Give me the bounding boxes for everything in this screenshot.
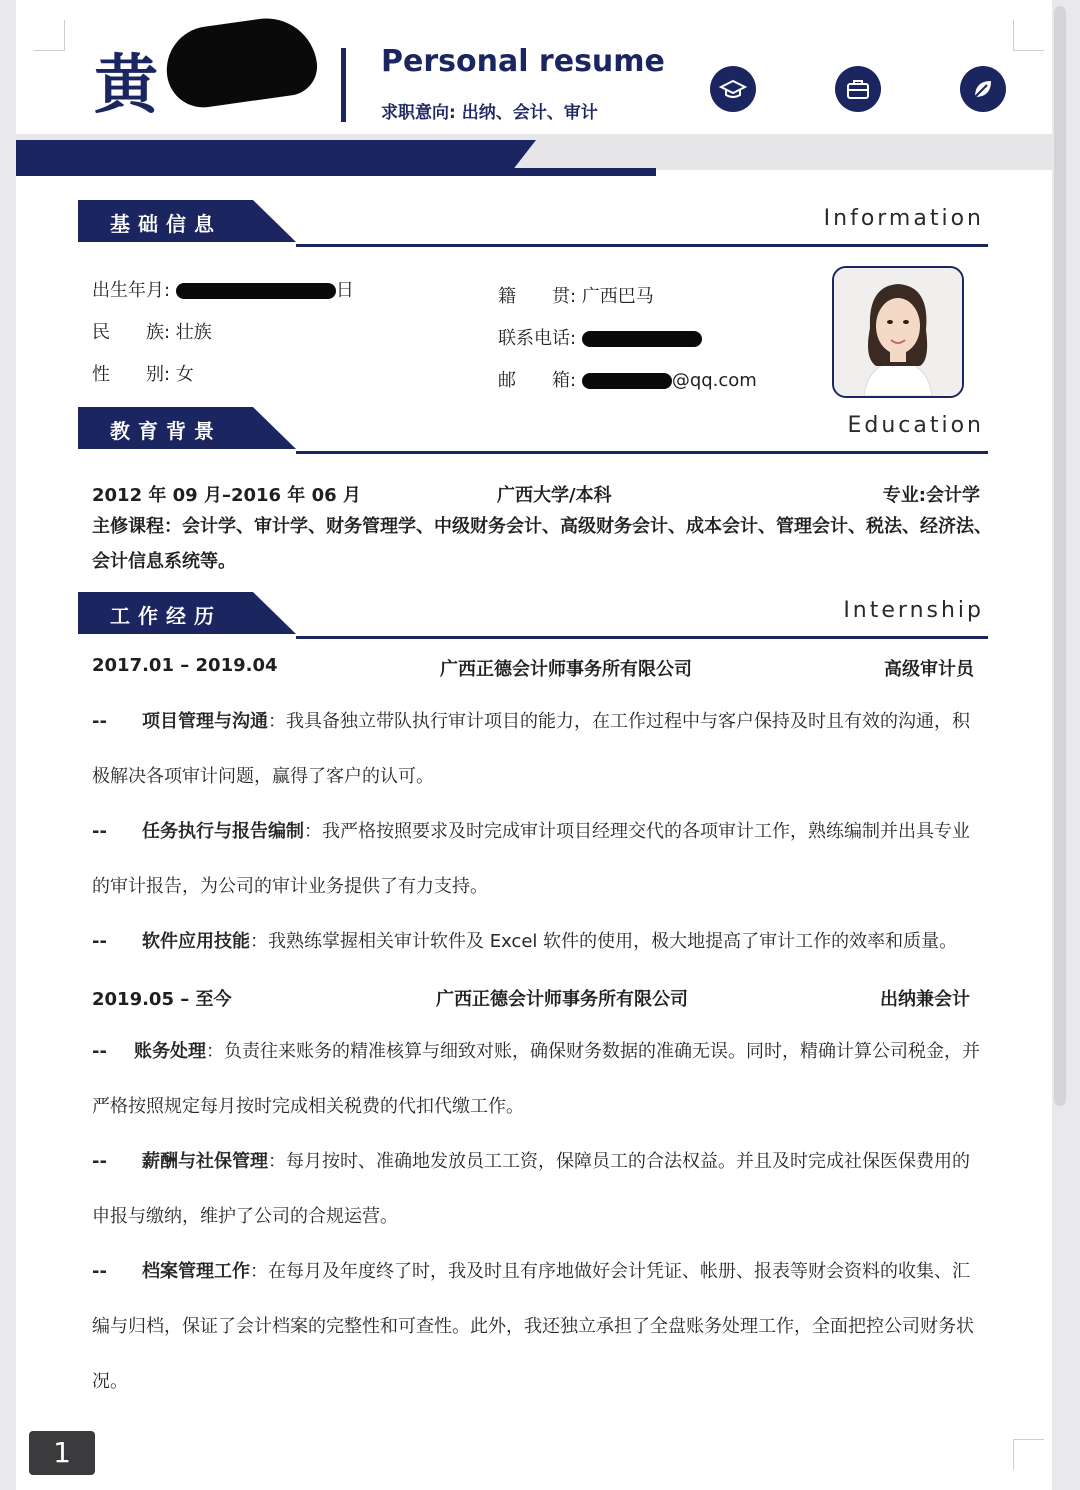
job-duty <box>92 1244 980 1409</box>
job-duty <box>92 1134 980 1244</box>
vertical-scrollbar[interactable] <box>1054 6 1066 1106</box>
section-title: 教育背景 <box>110 419 222 443</box>
profile-photo <box>832 266 964 398</box>
section-header-work <box>78 592 988 640</box>
duty-text: ：负责往来账务的精准核算与细致对账，确保财务数据的准确无误。同时，精确计算公司税金，并严格按照规定每月按时完成相关税费的代扣代缴工作。 <box>92 1041 980 1117</box>
section-title-en: Internship <box>843 598 984 623</box>
gender: 性 别: 女 <box>92 364 194 385</box>
ethnicity: 民 族: 壮族 <box>92 322 212 343</box>
job-role: 高级审计员 <box>884 659 974 680</box>
section-rule <box>296 451 988 454</box>
header-divider <box>341 48 346 122</box>
duty-dash: -- <box>92 711 107 732</box>
section-header-education <box>78 407 988 455</box>
briefcase-icon <box>835 66 881 112</box>
job-duty <box>92 914 980 969</box>
job-duty <box>92 804 980 914</box>
job-period: 2019.05 – 至今 <box>92 989 232 1010</box>
birth-label: 出生年月: <box>92 280 171 301</box>
section-header-basic <box>78 200 988 248</box>
graduation-cap-icon <box>710 66 756 112</box>
education-school: 广西大学/本科 <box>497 485 612 506</box>
duty-dash: -- <box>92 1151 107 1172</box>
job-company: 广西正德会计师事务所有限公司 <box>436 989 688 1010</box>
birth-tail: 日 <box>335 280 354 301</box>
email-suffix: @qq.com <box>671 370 757 391</box>
duty-dash: -- <box>92 931 107 952</box>
native-place: 籍 贯: 广西巴马 <box>498 286 654 307</box>
section-rule <box>296 244 988 247</box>
duty-text: ：我具备独立带队执行审计项目的能力，在工作过程中与客户保持及时且有效的沟通，积极解决各项审计问题，赢得了客户的认可。 <box>92 711 970 787</box>
section-title: 基础信息 <box>110 212 222 236</box>
job-duty <box>92 1024 980 1134</box>
duty-dash: -- <box>92 821 107 842</box>
email <box>498 366 757 392</box>
phone-redaction <box>582 331 702 347</box>
job-period: 2017.01 – 2019.04 <box>92 655 278 676</box>
resume-title: Personal resume <box>381 44 665 79</box>
birth-date <box>92 276 354 302</box>
duty-dash: -- <box>92 1041 107 1062</box>
section-rule <box>296 636 988 639</box>
duty-heading: 档案管理工作 <box>142 1261 250 1282</box>
phone <box>498 324 702 350</box>
job-intent: 求职意向: 出纳、会计、审计 <box>381 103 598 123</box>
duty-text: ：我熟练掌握相关审计软件及 Excel 软件的使用，极大地提高了审计工作的效率和质量。 <box>250 931 958 952</box>
corner-mark <box>1013 20 1044 51</box>
duty-heading: 任务执行与报告编制 <box>142 821 304 842</box>
candidate-name: 黄 <box>94 49 162 123</box>
email-label: 邮 箱: <box>498 370 577 391</box>
resume-page <box>16 0 1052 1490</box>
duty-heading: 项目管理与沟通 <box>142 711 268 732</box>
birth-redaction <box>176 283 336 299</box>
job-company: 广西正德会计师事务所有限公司 <box>440 659 692 680</box>
education-major: 专业:会计学 <box>882 485 980 506</box>
leaf-icon <box>960 66 1006 112</box>
duty-heading: 软件应用技能 <box>142 931 250 952</box>
phone-label: 联系电话: <box>498 328 577 349</box>
job-duty <box>92 694 980 804</box>
section-title: 工作经历 <box>110 604 222 628</box>
corner-mark <box>1013 1439 1044 1470</box>
section-title-en: Information <box>823 206 984 231</box>
education-period: 2012 年 09 月–2016 年 06 月 <box>92 485 361 506</box>
email-redaction <box>582 373 672 389</box>
section-title-en: Education <box>847 413 984 438</box>
corner-mark <box>34 20 65 51</box>
name-redaction <box>161 12 321 112</box>
duty-text: ：在每月及年度终了时，我及时且有序地做好会计凭证、帐册、报表等财会资料的收集、汇编与归档，保证了会计档案的完整性和可查性。此外，我还独立承担了全盘账务处理工作，全面把控公司财务状况。 <box>92 1261 974 1392</box>
duty-text: ：我严格按照要求及时完成审计项目经理交代的各项审计工作，熟练编制并出具专业的审计报告，为公司的审计业务提供了有力支持。 <box>92 821 970 897</box>
duty-heading: 薪酬与社保管理 <box>142 1151 268 1172</box>
duty-text: ：每月按时、准确地发放员工工资，保障员工的合法权益。并且及时完成社保医保费用的申报与缴纳，维护了公司的合规运营。 <box>92 1151 970 1227</box>
education-courses: 主修课程：会计学、审计学、财务管理学、中级财务会计、高级财务会计、成本会计、管理会计、税法、经济法、会计信息系统等。 <box>92 516 992 572</box>
page-number-badge: 1 <box>29 1431 95 1475</box>
duty-heading: 账务处理 <box>134 1041 206 1062</box>
job-role: 出纳兼会计 <box>880 989 970 1010</box>
duty-dash: -- <box>92 1261 107 1282</box>
